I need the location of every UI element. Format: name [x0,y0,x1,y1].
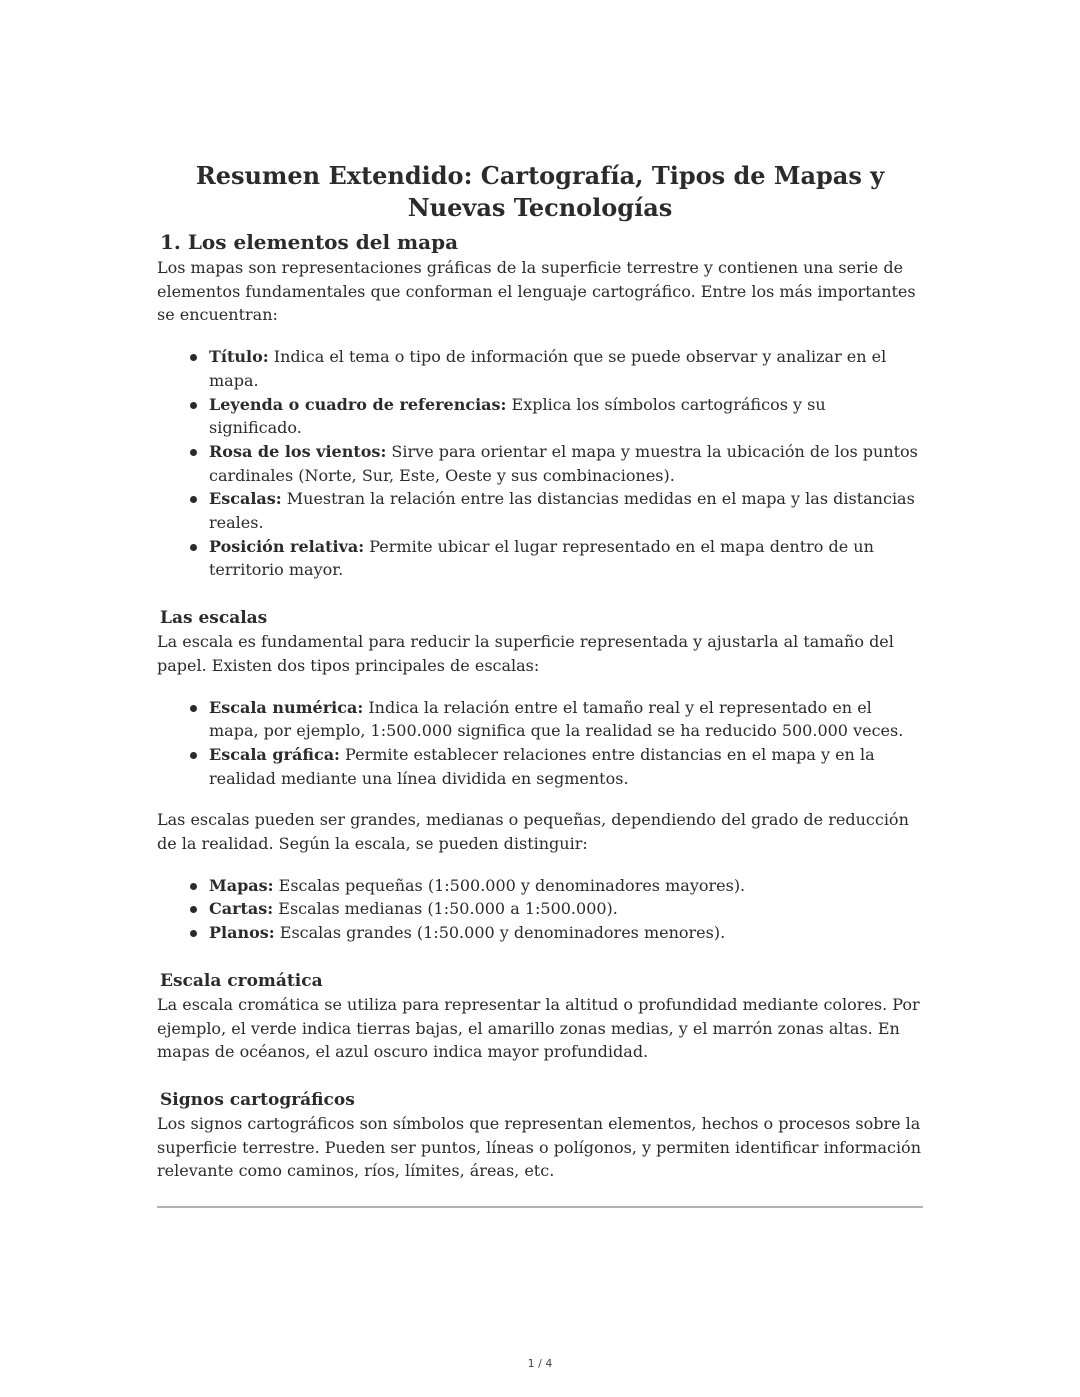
document-title: Resumen Extendido: Cartografía, Tipos de Mapas y Nuevas Tecnologías [195,161,885,222]
list-item: Posición relativa: Permite ubicar el lugar representado en el mapa dentro de un territorio mayor. [157,535,923,582]
list-item: Título: Indica el tema o tipo de información que se puede observar y analizar en el mapa. [157,345,923,392]
document-page [157,160,923,1183]
bullet-icon [190,449,197,456]
escalas-grados-list [157,874,923,945]
bullet-icon [190,930,197,937]
bullet-icon [190,354,197,361]
section-heading-escalas: Las escalas [160,608,268,629]
list-item: Escala numérica: Indica la relación entre el tamaño real y el representado en el mapa, por ejemplo, 1:500.000 significa que la realidad se ha reducido 500.000 veces. [157,696,923,743]
paragraph-escalas-intro: La escala es fundamental para reducir la superficie representada y ajustarla al tamaño del papel. Existen dos tipos principales de escalas: [157,632,894,675]
list-item: Escala gráfica: Permite establecer relaciones entre distancias en el mapa y en la realidad mediante una línea dividida en segmentos. [157,743,923,790]
bullet-icon [190,705,197,712]
page-number: 1 / 4 [527,1357,553,1370]
section-heading-cromatica: Escala cromática [160,970,323,991]
paragraph-elementos-intro: Los mapas son representaciones gráficas de la superficie terrestre y contienen una serie de elementos fundamentales que conforman el lenguaje cartográfico. Entre los más importantes se encuentran: [157,258,916,325]
bullet-icon [190,544,197,551]
bullet-icon [190,906,197,913]
section-heading-signos: Signos cartográficos [160,1089,355,1110]
list-item: Cartas: Escalas medianas (1:50.000 a 1:500.000). [157,897,923,921]
list-item: Planos: Escalas grandes (1:50.000 y denominadores menores). [157,921,923,945]
list-item: Rosa de los vientos: Sirve para orientar el mapa y muestra la ubicación de los puntos cardinales (Norte, Sur, Este, Oeste y sus combinaciones). [157,440,923,487]
bullet-icon [190,883,197,890]
paragraph-signos: Los signos cartográficos son símbolos que representan elementos, hechos o procesos sobre la superficie terrestre. Pueden ser puntos, líneas o polígonos, y permiten identificar información relevante como caminos, ríos, límites, áreas, etc. [157,1113,921,1181]
paragraph-escalas-grados: Las escalas pueden ser grandes, medianas o pequeñas, dependiendo del grado de reducción de la realidad. Según la escala, se pueden distinguir: [157,810,909,854]
elementos-list [157,345,923,582]
horizontal-divider [157,1206,923,1208]
paragraph-cromatica: La escala cromática se utiliza para representar la altitud o profundidad mediante colores. Por ejemplo, el verde indica tierras bajas, el amarillo zonas medias, y el marrón zonas altas. En mapas de océanos, el azul oscuro indica mayor profundidad. [157,994,920,1062]
escalas-tipos-list [157,696,923,791]
list-item: Escalas: Muestran la relación entre las distancias medidas en el mapa y las distancias reales. [157,487,923,534]
list-item: Mapas: Escalas pequeñas (1:500.000 y denominadores mayores). [157,874,923,898]
bullet-icon [190,752,197,759]
section-heading-elementos: 1. Los elementos del mapa [160,230,459,254]
bullet-icon [190,402,197,409]
list-item: Leyenda o cuadro de referencias: Explica los símbolos cartográficos y su significado. [157,393,923,440]
bullet-icon [190,496,197,503]
